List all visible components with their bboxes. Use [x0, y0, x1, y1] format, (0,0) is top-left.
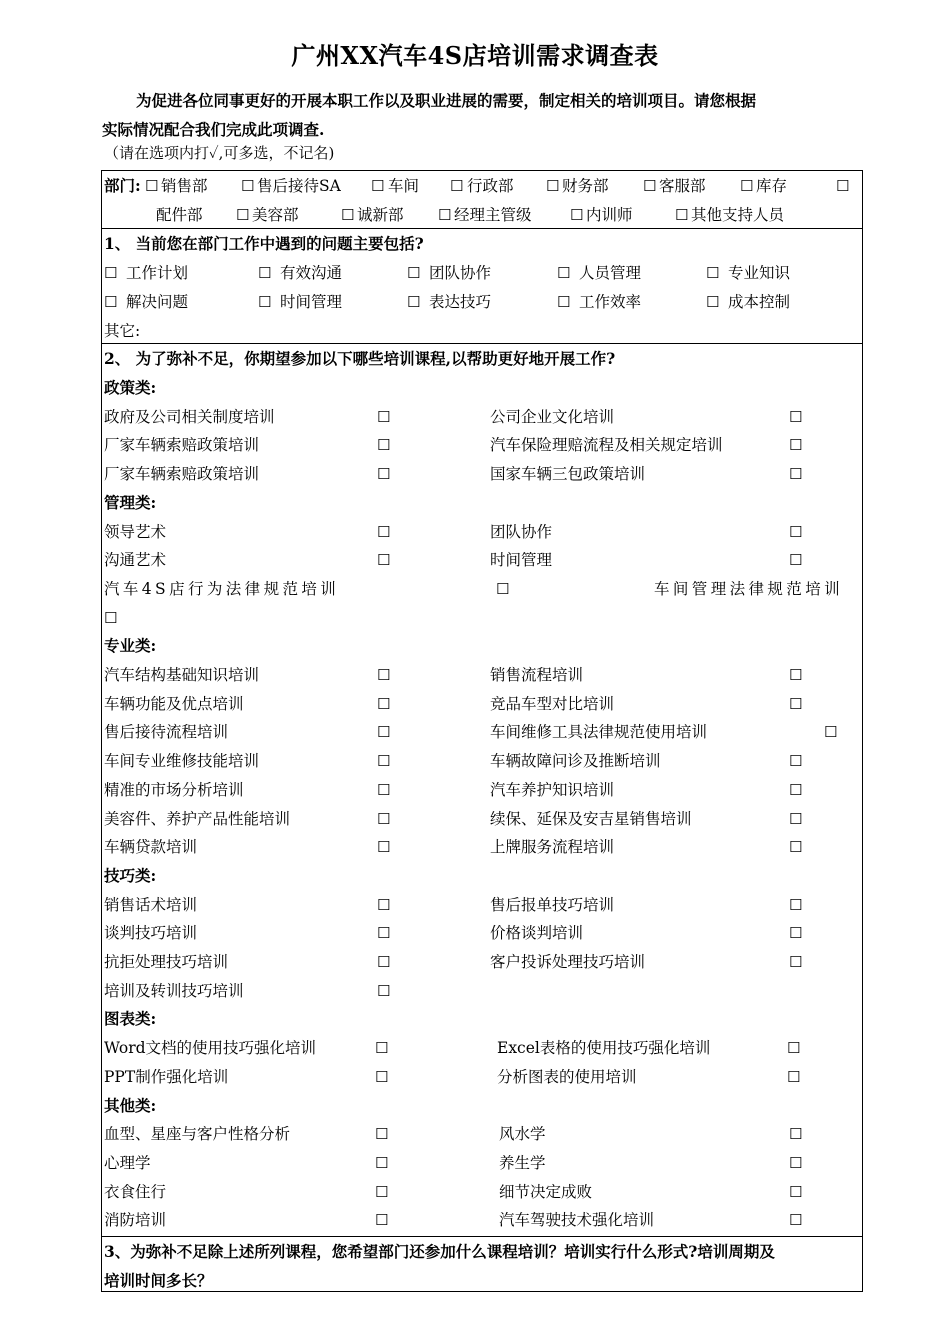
- question-1: 1、 当前您在部门工作中遇到的问题主要包括?: [104, 234, 424, 253]
- course-checkbox[interactable]: ☐: [789, 436, 803, 454]
- q1-option: 团队协作: [429, 264, 492, 282]
- section-heading-management: 管理类:: [104, 493, 157, 512]
- course-option: 车辆故障问诊及推断培训: [490, 752, 661, 770]
- department-checkbox[interactable]: ☐: [740, 177, 754, 195]
- course-option: 价格谈判培训: [490, 924, 584, 942]
- course-checkbox[interactable]: ☐: [377, 781, 391, 799]
- course-option: 衣食住行: [104, 1183, 167, 1201]
- course-option: 汽车驾驶技术强化培训: [499, 1211, 655, 1229]
- course-checkbox[interactable]: ☐: [375, 1211, 389, 1229]
- section-heading-professional: 专业类:: [104, 636, 157, 655]
- q1-checkbox[interactable]: ☐: [407, 264, 421, 282]
- q1-checkbox[interactable]: ☐: [407, 293, 421, 311]
- course-checkbox[interactable]: ☐: [375, 1039, 389, 1057]
- course-checkbox[interactable]: ☐: [789, 810, 803, 828]
- department-option: 车间: [388, 177, 420, 195]
- course-checkbox[interactable]: ☐: [377, 666, 391, 684]
- department-option: 内训师: [586, 206, 633, 224]
- course-checkbox[interactable]: ☐: [377, 838, 391, 856]
- course-option: 谈判技巧培训: [104, 924, 198, 942]
- course-option: 汽车4S店行为法律规范培训: [104, 580, 340, 598]
- section-heading-other: 其他类:: [104, 1096, 157, 1115]
- course-option: 心理学: [104, 1154, 151, 1172]
- course-checkbox[interactable]: ☐: [789, 408, 803, 426]
- department-checkbox[interactable]: ☐: [438, 206, 452, 224]
- course-checkbox[interactable]: ☐: [377, 695, 391, 713]
- course-checkbox[interactable]: ☐: [375, 1183, 389, 1201]
- course-checkbox[interactable]: ☐: [789, 1125, 803, 1143]
- question-2: 2、 为了弥补不足，你期望参加以下哪些培训课程,以帮助更好地开展工作?: [104, 349, 616, 368]
- department-checkbox[interactable]: ☐: [570, 206, 584, 224]
- course-option: 沟通艺术: [104, 551, 167, 569]
- q1-option: 表达技巧: [429, 293, 492, 311]
- q1-other-label: 其它:: [104, 322, 141, 340]
- course-checkbox[interactable]: ☐: [377, 436, 391, 454]
- q1-option: 成本控制: [728, 293, 791, 311]
- course-checkbox[interactable]: ☐: [789, 752, 803, 770]
- course-option: 时间管理: [490, 551, 553, 569]
- question-3-line2: 培训时间多长？: [104, 1271, 213, 1290]
- divider-q2: [101, 1236, 863, 1237]
- course-option: PPT制作强化培训: [104, 1068, 229, 1086]
- department-checkbox[interactable]: ☐: [145, 177, 159, 195]
- department-option: 销售部: [161, 177, 208, 195]
- course-option: 厂家车辆索赔政策培训: [104, 436, 260, 454]
- department-option: 其他支持人员: [691, 206, 785, 224]
- course-option: 血型、星座与客户性格分析: [104, 1125, 291, 1143]
- course-option: 政府及公司相关制度培训: [104, 408, 275, 426]
- intro-text-line1: 为促进各位同事更好的开展本职工作以及职业进展的需要，制定相关的培训项目。请您根据: [136, 91, 757, 110]
- course-option: 汽车结构基础知识培训: [104, 666, 260, 684]
- q1-checkbox[interactable]: ☐: [557, 264, 571, 282]
- intro-text-line2: 实际情况配合我们完成此项调查.: [102, 120, 325, 139]
- course-option: 车辆功能及优点培训: [104, 695, 244, 713]
- course-option: 售后报单技巧培训: [490, 896, 615, 914]
- department-option: 美容部: [252, 206, 299, 224]
- course-checkbox[interactable]: ☐: [496, 580, 510, 598]
- course-checkbox[interactable]: ☐: [377, 523, 391, 541]
- department-option: 经理主管级: [454, 206, 532, 224]
- course-option: 风水学: [499, 1125, 546, 1143]
- department-checkbox[interactable]: ☐: [836, 177, 850, 195]
- section-heading-skills: 技巧类:: [104, 866, 157, 885]
- course-option: 客户投诉处理技巧培训: [490, 953, 646, 971]
- department-label: 部门:: [104, 176, 141, 195]
- course-checkbox[interactable]: ☐: [789, 896, 803, 914]
- course-option: 公司企业文化培训: [490, 408, 615, 426]
- q1-option: 专业知识: [728, 264, 791, 282]
- course-option: 车间专业维修技能培训: [104, 752, 260, 770]
- course-checkbox[interactable]: ☐: [375, 1068, 389, 1086]
- course-checkbox[interactable]: ☐: [824, 723, 838, 741]
- course-checkbox[interactable]: ☐: [377, 896, 391, 914]
- course-checkbox[interactable]: ☐: [787, 1039, 801, 1057]
- q1-option: 工作效率: [579, 293, 642, 311]
- department-checkbox[interactable]: ☐: [371, 177, 385, 195]
- q1-option: 解决问题: [126, 293, 189, 311]
- course-checkbox[interactable]: ☐: [789, 465, 803, 483]
- q1-checkbox[interactable]: ☐: [258, 264, 272, 282]
- course-checkbox[interactable]: ☐: [377, 752, 391, 770]
- course-checkbox[interactable]: ☐: [377, 723, 391, 741]
- course-option: 消防培训: [104, 1211, 167, 1229]
- q1-option: 工作计划: [126, 264, 189, 282]
- course-checkbox[interactable]: ☐: [787, 1068, 801, 1086]
- course-option: 国家车辆三包政策培训: [490, 465, 646, 483]
- course-checkbox[interactable]: ☐: [789, 924, 803, 942]
- department-checkbox[interactable]: ☐: [236, 206, 250, 224]
- course-option: 培训及转训技巧培训: [104, 982, 244, 1000]
- course-checkbox[interactable]: ☐: [104, 609, 118, 627]
- q1-checkbox[interactable]: ☐: [706, 293, 720, 311]
- course-option: 领导艺术: [104, 523, 167, 541]
- q1-option: 时间管理: [280, 293, 343, 311]
- course-checkbox[interactable]: ☐: [377, 551, 391, 569]
- course-checkbox[interactable]: ☐: [789, 695, 803, 713]
- department-option: 财务部: [562, 177, 609, 195]
- course-option: 销售流程培训: [490, 666, 584, 684]
- department-checkbox[interactable]: ☐: [675, 206, 689, 224]
- course-option: 养生学: [499, 1154, 546, 1172]
- course-checkbox[interactable]: ☐: [789, 523, 803, 541]
- q1-option: 人员管理: [579, 264, 642, 282]
- course-option: Word文档的使用技巧强化培训: [104, 1039, 317, 1057]
- course-option: 上牌服务流程培训: [490, 838, 615, 856]
- course-option: 细节决定成败: [499, 1183, 593, 1201]
- course-checkbox[interactable]: ☐: [789, 838, 803, 856]
- course-checkbox[interactable]: ☐: [789, 953, 803, 971]
- course-option: 车辆贷款培训: [104, 838, 198, 856]
- q1-checkbox[interactable]: ☐: [706, 264, 720, 282]
- department-checkbox[interactable]: ☐: [341, 206, 355, 224]
- q1-checkbox[interactable]: ☐: [557, 293, 571, 311]
- course-option: 售后接待流程培训: [104, 723, 229, 741]
- course-checkbox[interactable]: ☐: [375, 1125, 389, 1143]
- course-option: 竞品车型对比培训: [490, 695, 615, 713]
- course-option: 汽车保险理赔流程及相关规定培训: [490, 436, 723, 454]
- department-option: 客服部: [659, 177, 706, 195]
- q1-checkbox[interactable]: ☐: [104, 264, 118, 282]
- section-heading-policy: 政策类:: [104, 378, 157, 397]
- course-option: 车间管理法律规范培训: [654, 580, 844, 598]
- course-checkbox[interactable]: ☐: [377, 982, 391, 1000]
- course-option: 车间维修工具法律规范使用培训: [490, 723, 708, 741]
- course-option: 精准的市场分析培训: [104, 781, 244, 799]
- course-option: Excel表格的使用技巧强化培训: [497, 1039, 711, 1057]
- section-heading-charts: 图表类:: [104, 1009, 157, 1028]
- course-checkbox[interactable]: ☐: [377, 953, 391, 971]
- course-option: 续保、延保及安吉星销售培训: [490, 810, 692, 828]
- department-checkbox[interactable]: ☐: [643, 177, 657, 195]
- department-option: 库存: [756, 177, 788, 195]
- department-checkbox[interactable]: ☐: [241, 177, 255, 195]
- q1-checkbox[interactable]: ☐: [258, 293, 272, 311]
- q1-option: 有效沟通: [280, 264, 343, 282]
- department-option: 售后接待SA: [257, 177, 341, 195]
- instruction-hint: （请在选项内打✓,可多选，不记名): [104, 144, 335, 162]
- page-title: 广州XX汽车4S店培训需求调查表: [291, 41, 659, 70]
- divider-q1: [101, 343, 863, 344]
- course-checkbox[interactable]: ☐: [789, 781, 803, 799]
- department-option: 诚新部: [357, 206, 404, 224]
- department-option: 配件部: [156, 206, 203, 224]
- course-option: 销售话术培训: [104, 896, 198, 914]
- course-option: 美容件、养护产品性能培训: [104, 810, 291, 828]
- course-option: 团队协作: [490, 523, 553, 541]
- department-checkbox[interactable]: ☐: [546, 177, 560, 195]
- department-option: 行政部: [467, 177, 514, 195]
- course-checkbox[interactable]: ☐: [377, 408, 391, 426]
- course-checkbox[interactable]: ☐: [375, 1154, 389, 1172]
- course-option: 厂家车辆索赔政策培训: [104, 465, 260, 483]
- divider-department: [101, 228, 863, 229]
- course-checkbox[interactable]: ☐: [377, 924, 391, 942]
- question-3-line1: 3、为弥补不足除上述所列课程，您希望部门还参加什么课程培训？培训实行什么形式?培训周期及: [104, 1242, 775, 1261]
- course-checkbox[interactable]: ☐: [789, 1154, 803, 1172]
- course-option: 汽车养护知识培训: [490, 781, 615, 799]
- course-checkbox[interactable]: ☐: [377, 810, 391, 828]
- course-option: 抗拒处理技巧培训: [104, 953, 229, 971]
- course-checkbox[interactable]: ☐: [377, 465, 391, 483]
- department-checkbox[interactable]: ☐: [450, 177, 464, 195]
- course-checkbox[interactable]: ☐: [789, 551, 803, 569]
- course-checkbox[interactable]: ☐: [789, 1211, 803, 1229]
- course-option: 分析图表的使用培训: [497, 1068, 637, 1086]
- course-checkbox[interactable]: ☐: [789, 1183, 803, 1201]
- q1-checkbox[interactable]: ☐: [104, 293, 118, 311]
- course-checkbox[interactable]: ☐: [789, 666, 803, 684]
